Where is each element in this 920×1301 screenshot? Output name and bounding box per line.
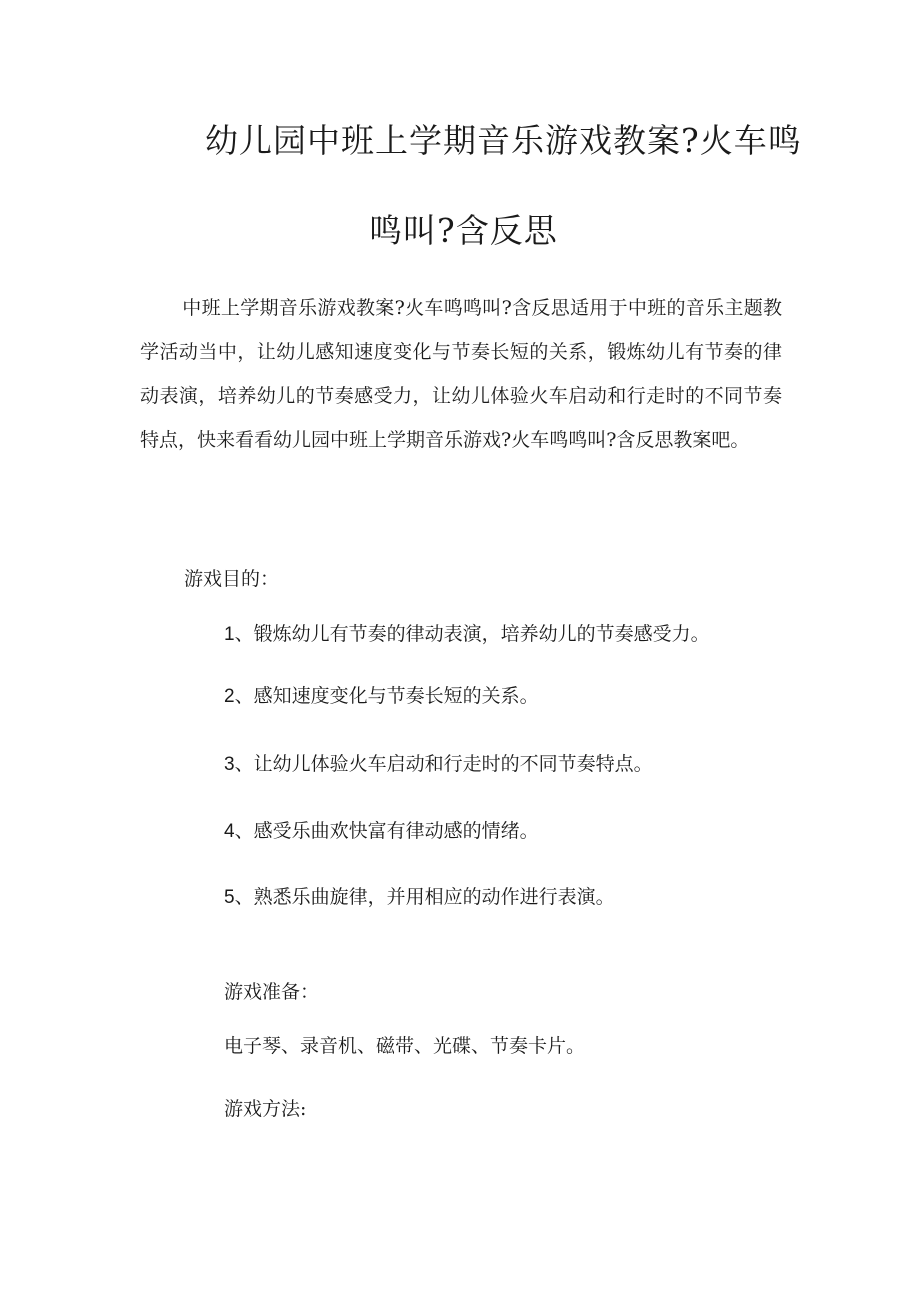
objective-text: 、锻炼幼儿有节奏的律动表演，培养幼儿的节奏感受力。 (234, 623, 710, 645)
method-heading: 游戏方法: (224, 1098, 307, 1120)
preparation-items: 电子琴、录音机、磁带、光碟、节奏卡片。 (224, 1035, 586, 1057)
objective-text: 、感知速度变化与节奏长短的关系。 (234, 685, 539, 707)
objective-number: 3 (224, 754, 235, 775)
objective-number: 5 (224, 887, 235, 908)
objective-number: 2 (224, 686, 235, 707)
objectives-heading: 游戏目的： (184, 568, 280, 590)
objective-item-4 (224, 822, 539, 841)
objective-item-2 (224, 687, 539, 706)
objective-number: 4 (224, 821, 235, 842)
title-line-1: 幼儿园中班上学期音乐游戏教案?火车鸣 (205, 121, 802, 160)
title-line-2: 鸣叫?含反思 (369, 211, 558, 250)
objective-item-5 (224, 888, 615, 907)
objective-text: 、熟悉乐曲旋律，并用相应的动作进行表演。 (234, 886, 615, 908)
preparation-heading: 游戏准备： (224, 981, 320, 1003)
objective-item-3 (224, 755, 653, 774)
objective-item-1 (224, 625, 710, 644)
intro-paragraph (140, 286, 782, 462)
objective-text: 、让幼儿体验火车启动和行走时的不同节奏特点。 (234, 753, 653, 775)
objective-text: 、感受乐曲欢快富有律动感的情绪。 (234, 820, 539, 842)
intro-text: 中班上学期音乐游戏教案?火车鸣鸣叫?含反思适用于中班的音乐主题教学活动当中，让幼儿感知速度变化与节奏长短的关系，锻炼幼儿有节奏的律动表演，培养幼儿的节奏感受力，让幼儿体验火车启动和行走时的不同节奏特点，快来看看幼儿园中班上学期音乐游戏?火车鸣鸣叫?含反思教案吧。 (140, 297, 782, 451)
objective-number: 1 (224, 624, 235, 645)
